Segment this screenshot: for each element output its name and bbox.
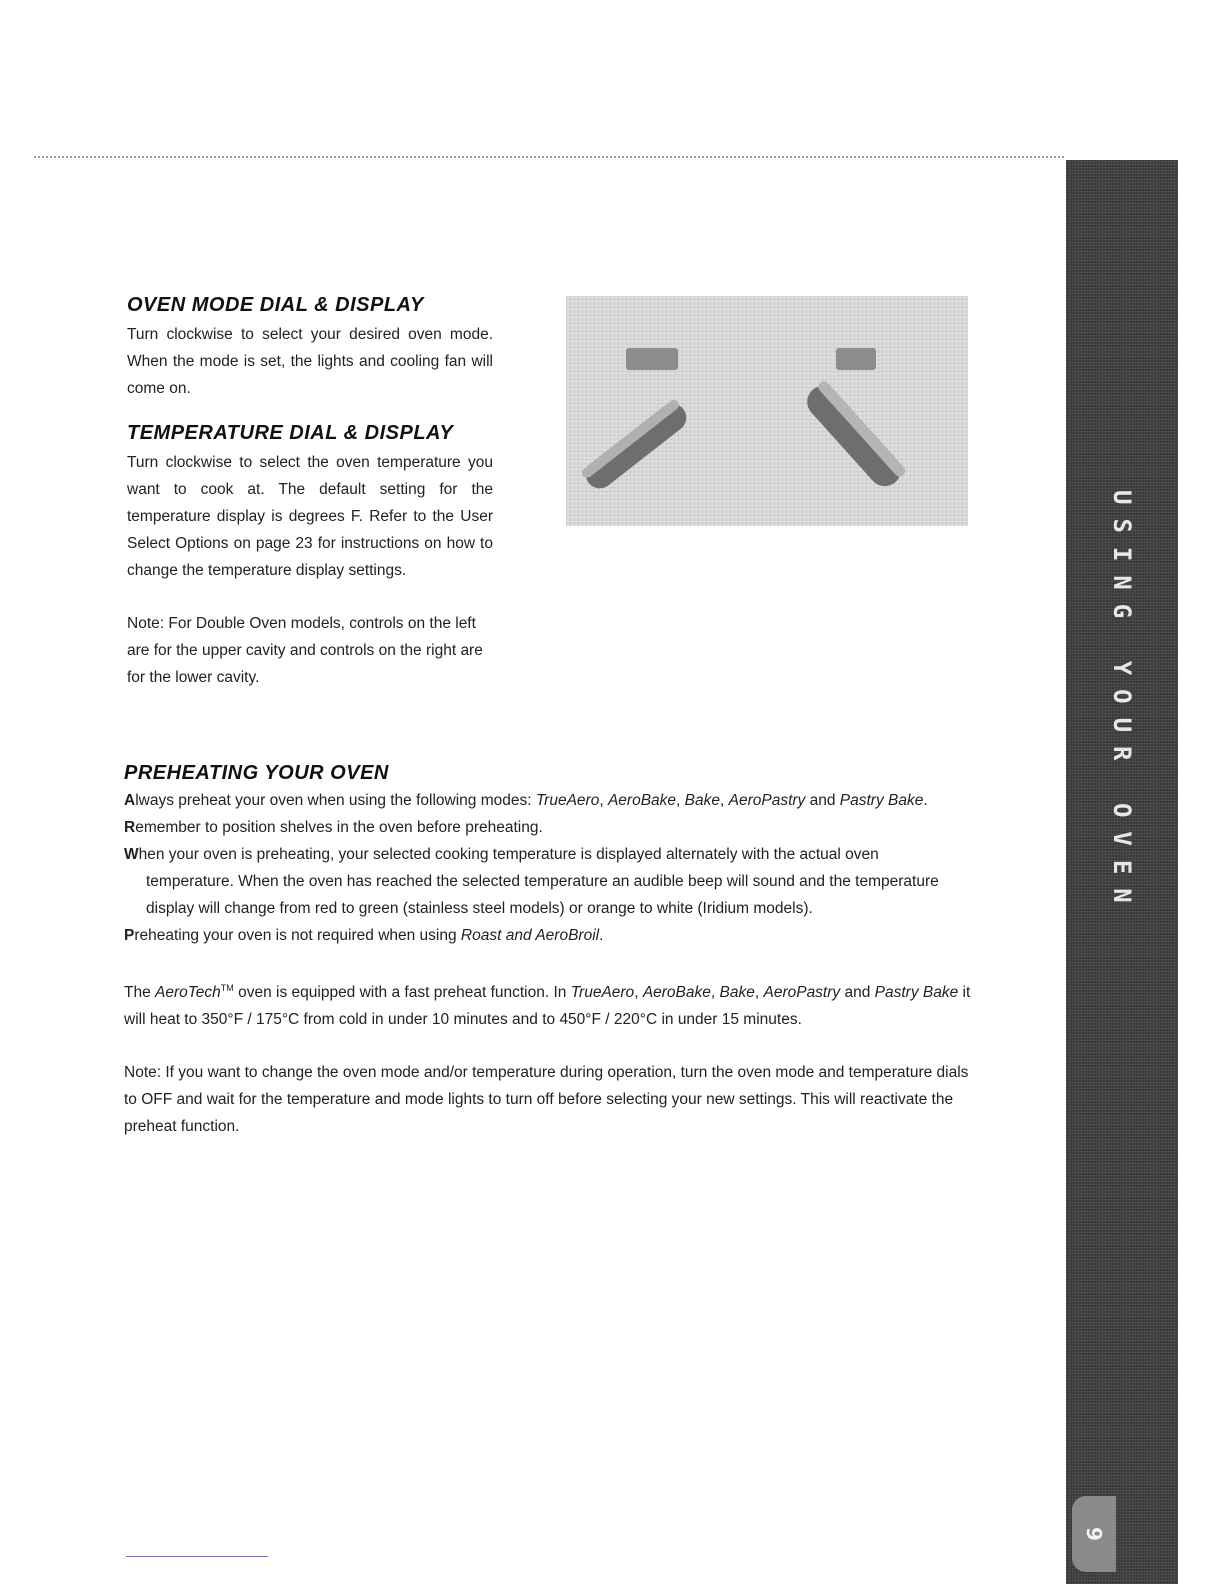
temperature-heading: TEMPERATURE DIAL & DISPLAY (127, 422, 454, 444)
left-column (127, 294, 493, 691)
control-panel-illustration (566, 296, 968, 526)
preheat-line-modes: Always preheat your oven when using the following modes: TrueAero, AeroBake, Bake, AeroPastry and Pastry Bake. (124, 792, 928, 809)
preheat-line-display: When your oven is preheating, your selected cooking temperature is displayed alternately with the actual oven (124, 846, 879, 863)
mode-display-window (626, 348, 678, 370)
fast-preheat-paragraph: The AeroTech™ oven is equipped with a fast preheat function. In TrueAero, AeroBake, Bake, AeroPastry and Pastry Bake it will heat to 350°F / 175°C from cold in under 10 minutes and to 450°F / 220°C in under 15 minutes. (124, 983, 971, 1029)
page-number-badge (1072, 1496, 1116, 1572)
page-number: 9 (1081, 1527, 1106, 1541)
oven-mode-heading: OVEN MODE DIAL & DISPLAY (127, 294, 424, 316)
control-panel-photo (566, 296, 968, 526)
double-oven-note: Note: For Double Oven models, controls on the left are for the upper cavity and controls on the right are for the lower cavity. (127, 615, 483, 686)
preheat-line-shelves: Remember to position shelves in the oven before preheating. (124, 819, 543, 836)
preheat-line-display-3: display will change from red to green (stainless steel models) or orange to white (Iridium models). (146, 900, 813, 917)
oven-mode-dial-knob (580, 398, 692, 494)
oven-mode-text: Turn clockwise to select your desired oven mode. When the mode is set, the lights and cooling fan will come on. (127, 326, 493, 397)
temperature-text: Turn clockwise to select the oven temperature you want to cook at. The default setting for the temperature display is degrees F. Refer to the User Select Options on page 23 for instructions on how to change the temperature display settings. (127, 454, 493, 579)
top-dotted-rule (34, 156, 1064, 158)
preheating-heading: PREHEATING YOUR OVEN (124, 762, 389, 784)
temperature-display-window (836, 348, 876, 370)
preheat-line-not-required: Preheating your oven is not required when using Roast and AeroBroil. (124, 927, 604, 944)
change-settings-note: Note: If you want to change the oven mode and/or temperature during operation, turn the oven mode and temperature dials to OFF and wait for the temperature and mode lights to turn off before selecting your new settings. This will reactivate the preheat function. (124, 1064, 969, 1136)
preheat-line-display-2: temperature. When the oven has reached the selected temperature an audible beep will sound and the temperature (146, 873, 939, 890)
preheating-section (124, 762, 984, 1140)
side-tab (1066, 160, 1178, 1584)
temperature-dial-knob (801, 379, 908, 493)
footnote-rule (126, 1556, 268, 1557)
side-tab-label: USING YOUR OVEN (1108, 490, 1136, 917)
